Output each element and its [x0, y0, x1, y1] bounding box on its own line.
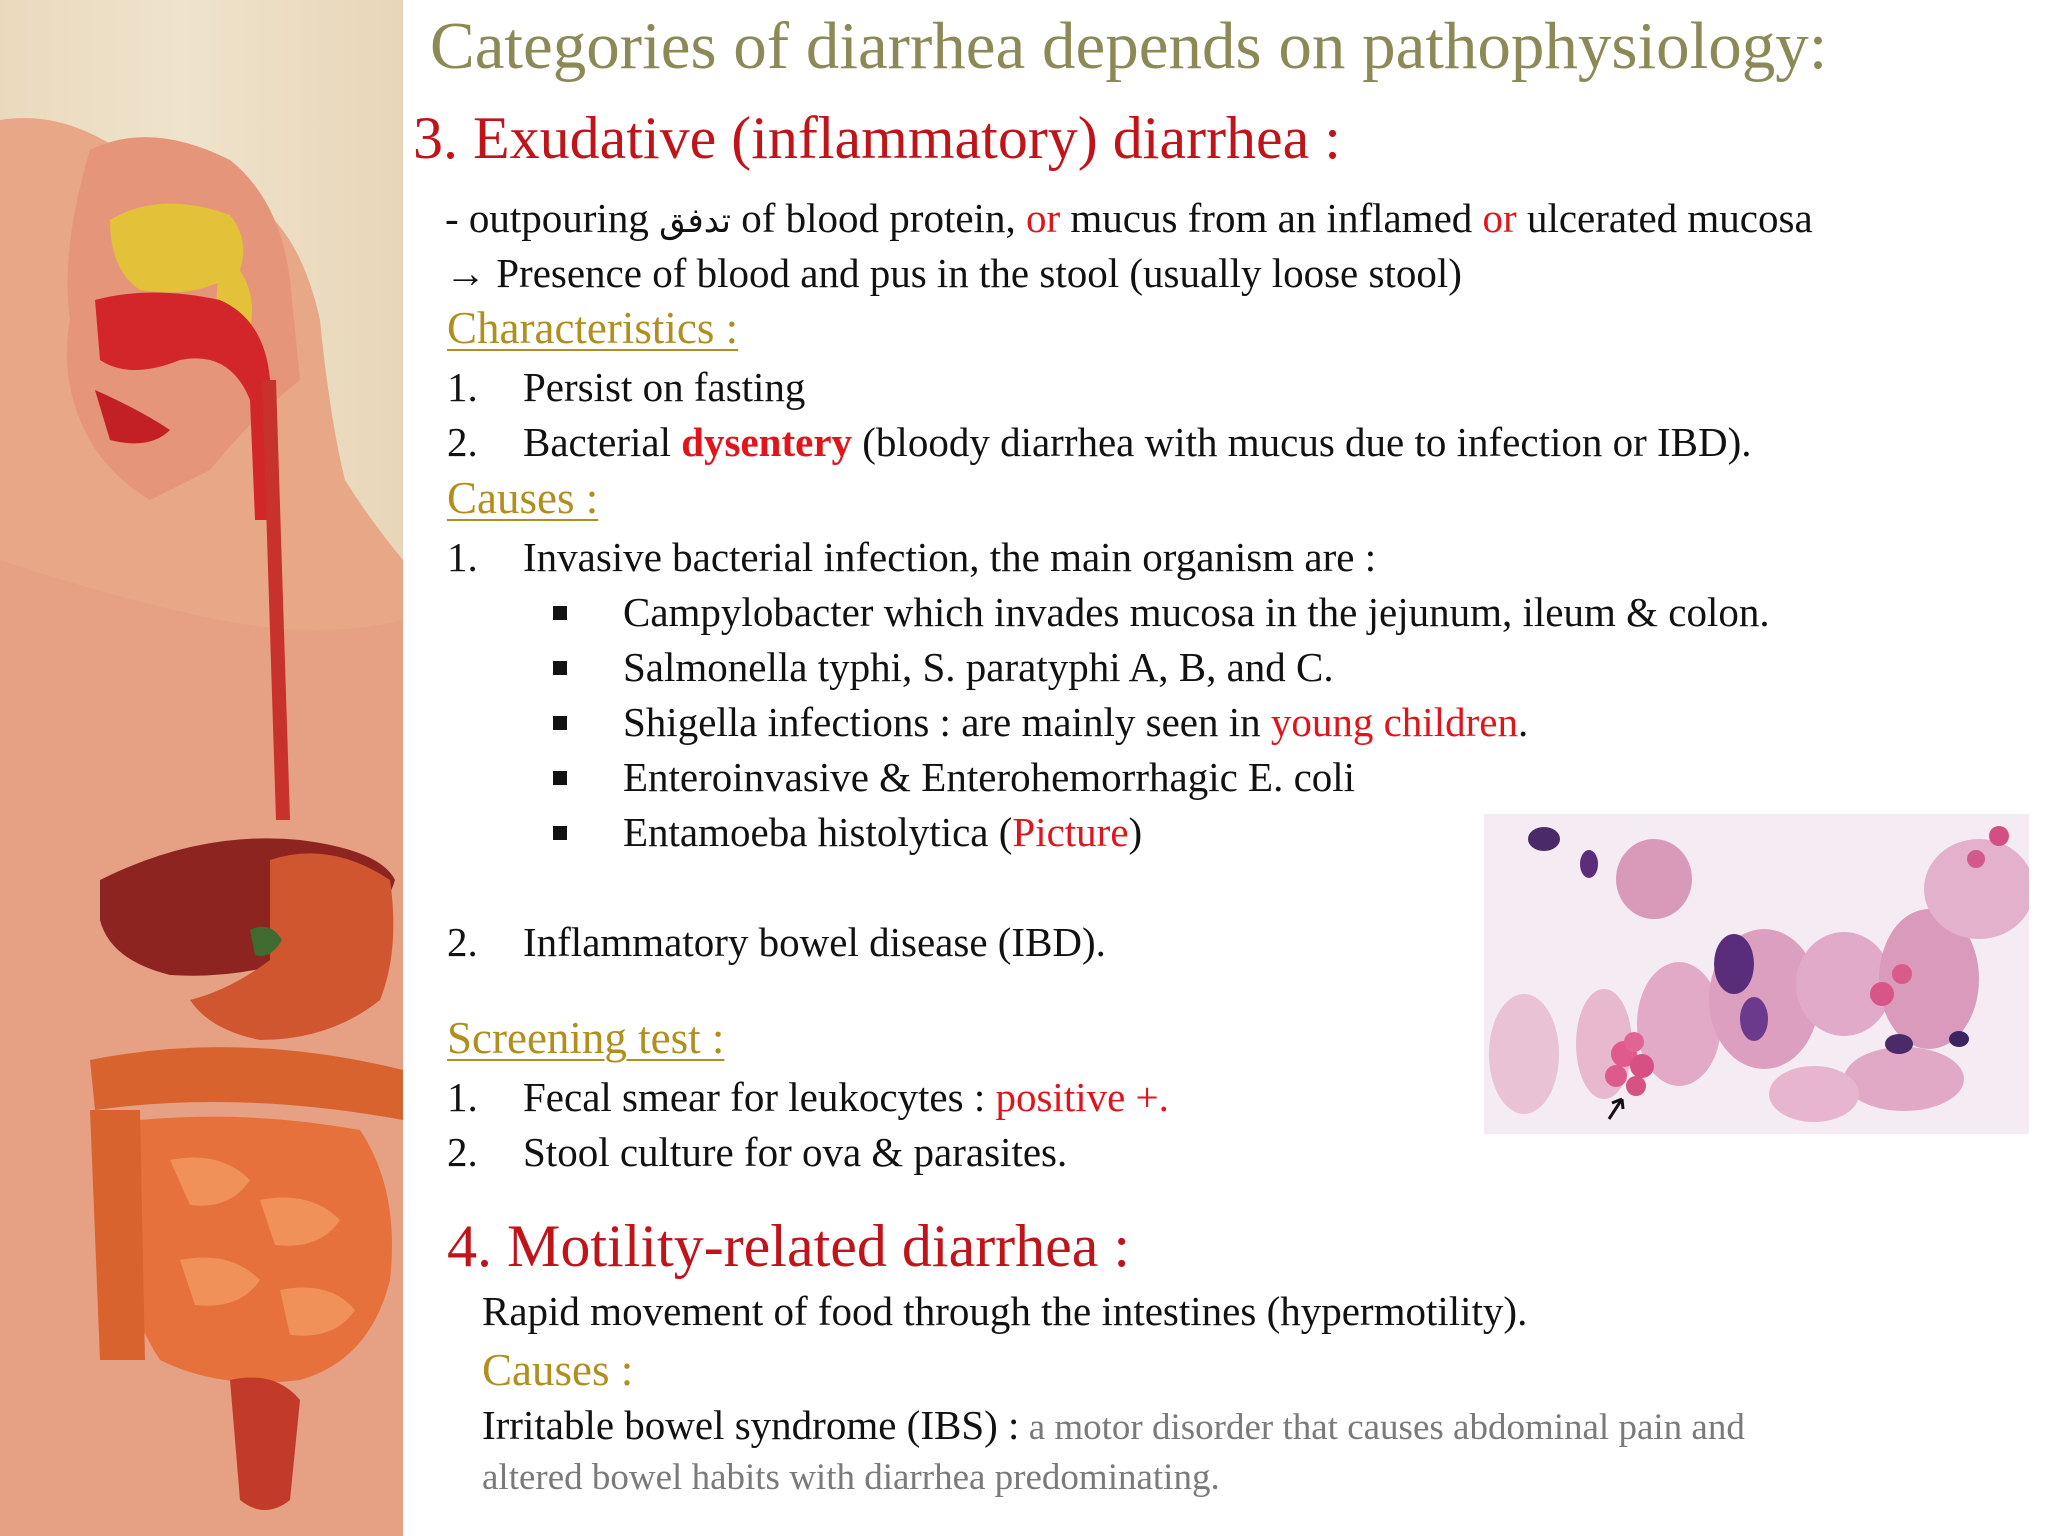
arabic-term: تدفق [659, 201, 732, 241]
bullet-icon [553, 826, 567, 840]
section-3-description-line-1 [445, 194, 1813, 242]
organism-item-campylobacter [553, 588, 1770, 636]
organism-text: Salmonella typhi, S. paratyphi A, B, and C. [623, 644, 1334, 690]
organism-text-post: . [1517, 699, 1529, 745]
section-4-heading: 4. Motility-related diarrhea : [447, 1213, 1131, 1279]
micrograph-drawing [1484, 814, 2029, 1134]
screening-text: Stool culture for ova & parasites. [523, 1129, 1068, 1175]
page-title: Categories of diarrhea depends on pathophysiology: [430, 9, 1828, 83]
bullet-icon [553, 661, 567, 675]
organism-item-entamoeba [553, 808, 1142, 856]
digestive-system-illustration [0, 0, 403, 1536]
desc-part-4: ulcerated mucosa [1516, 195, 1813, 241]
ibs-detail-text-2: altered bowel habits with diarrhea predominating. [482, 1457, 1220, 1498]
desc-part-2: of blood protein, [731, 195, 1026, 241]
picture-link[interactable]: Picture [1012, 809, 1129, 855]
screening-item-2 [447, 1128, 1067, 1176]
organism-text-pre: Entamoeba histolytica ( [623, 809, 1013, 855]
desc-part-3: mucus from an inflamed [1060, 195, 1483, 241]
cause-item-2 [447, 918, 1106, 966]
list-number: 2. [447, 419, 478, 465]
bullet-icon [553, 716, 567, 730]
section-3-heading: 3. Exudative (inflammatory) diarrhea : [413, 105, 1341, 171]
section-3-description-line-2: → Presence of blood and pus in the stool (usually loose stool) [445, 250, 1462, 296]
screening-test-label: Screening test : [447, 1013, 725, 1063]
organism-item-ecoli [553, 753, 1355, 801]
organism-text-post: ) [1128, 809, 1143, 855]
causes-label: Causes : [447, 473, 599, 523]
list-number: 1. [447, 534, 478, 580]
section-4-description: Rapid movement of food through the intestines (hypermotility). [482, 1288, 1528, 1334]
positive-highlight: positive +. [995, 1074, 1169, 1120]
screening-item-1 [447, 1073, 1169, 1121]
or-highlight-1: or [1025, 195, 1061, 241]
bullet-icon [553, 606, 567, 620]
characteristic-text: Persist on fasting [523, 364, 806, 410]
ibs-detail-text-1: a motor disorder that causes abdominal pain and [1019, 1407, 1745, 1448]
or-highlight-2: or [1482, 195, 1517, 241]
organism-text: Campylobacter which invades mucosa in the jejunum, ileum & colon. [623, 589, 1770, 635]
list-number: 1. [447, 364, 478, 410]
organism-text: Enteroinvasive & Enterohemorrhagic E. coli [623, 754, 1356, 800]
characteristic-text-pre: Bacterial [523, 419, 682, 465]
cause-text: Inflammatory bowel disease (IBD). [523, 919, 1106, 965]
characteristic-item-1 [447, 363, 805, 411]
ibs-main-text: Irritable bowel syndrome (IBS) : [482, 1402, 1020, 1448]
characteristics-label: Characteristics : [447, 303, 739, 353]
desc-part-1: - outpouring [445, 195, 660, 241]
characteristic-item-2 [447, 418, 1752, 466]
entamoeba-histolytica-micrograph [1484, 814, 2029, 1134]
bullet-icon [553, 771, 567, 785]
dysentery-highlight: dysentery [681, 419, 853, 465]
list-number: 1. [447, 1074, 478, 1120]
digestive-system-drawing [0, 0, 403, 1536]
ibs-line-1 [482, 1401, 1745, 1449]
organism-item-salmonella [553, 643, 1334, 691]
organism-item-shigella [553, 698, 1528, 746]
list-number: 2. [447, 919, 478, 965]
cause-item-1 [447, 533, 1376, 581]
list-number: 2. [447, 1129, 478, 1175]
screening-text: Fecal smear for leukocytes : [523, 1074, 996, 1120]
cause-text: Invasive bacterial infection, the main organism are : [523, 534, 1377, 580]
characteristic-text-post: (bloody diarrhea with mucus due to infection or IBD). [852, 419, 1752, 465]
organism-text-pre: Shigella infections : are mainly seen in [623, 699, 1271, 745]
section-4-causes-label: Causes : [482, 1345, 634, 1395]
young-children-highlight: young children [1270, 699, 1518, 745]
